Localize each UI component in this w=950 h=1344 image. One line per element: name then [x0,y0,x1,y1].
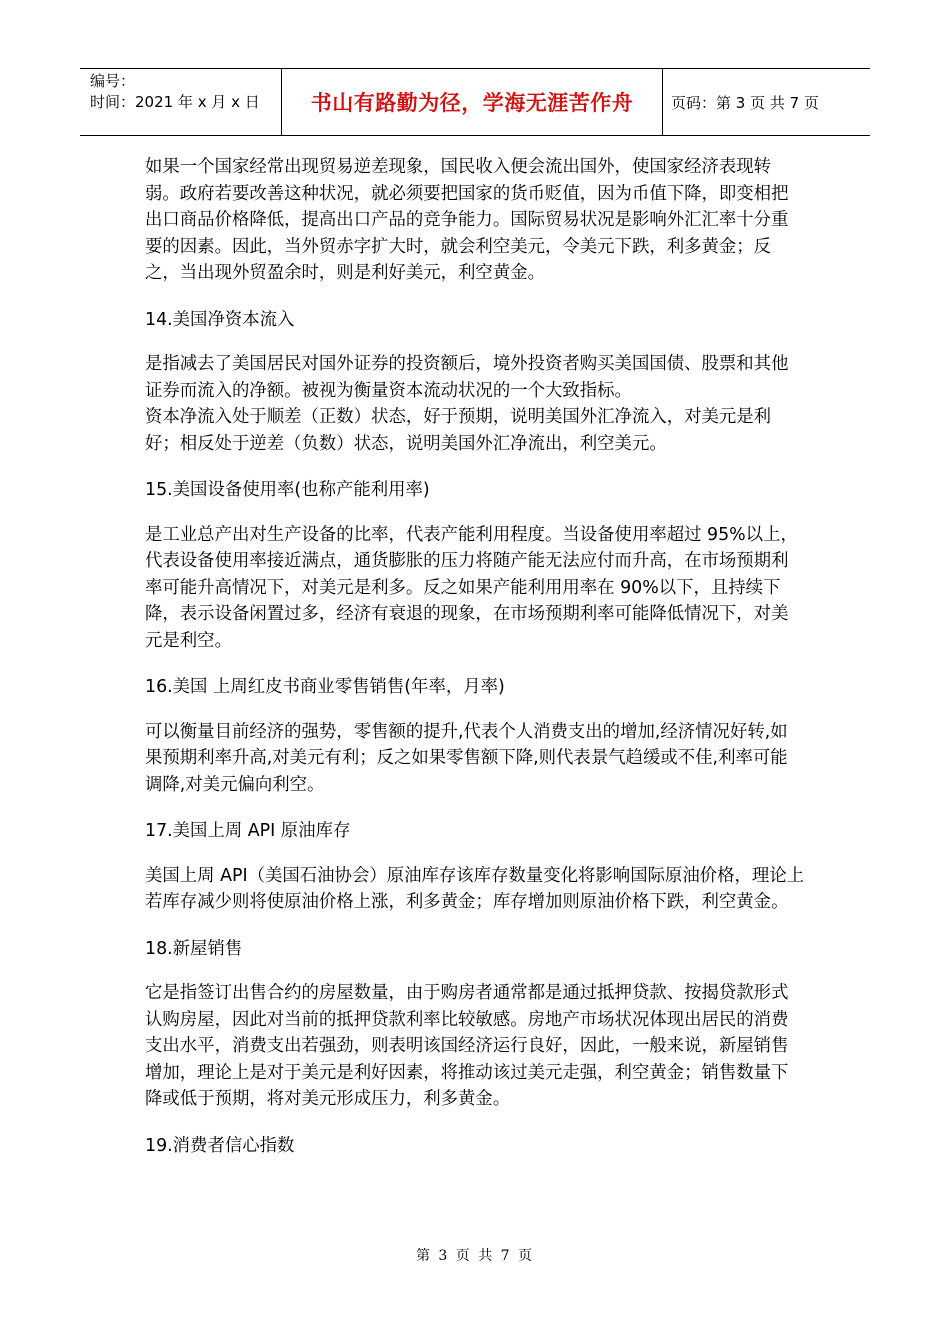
page-footer: 第 3 页 共 7 页 [415,1248,535,1264]
paragraph-trade-balance: 如果一个国家经常出现贸易逆差现象，国民收入便会流出国外，使国家经济表现转弱。政府若要改善这种状况，就必须要把国家的货币贬值，因为币值下降，即变相把出口商品价格降低，提高出口产品的竞争能力。国际贸易状况是影响外汇汇率十分重要的因素。因此，当外贸赤字扩大时，就会利空美元，令美元下跌，利多黄金；反之，当出现外贸盈余时，则是利好美元，利空黄金。 [145,157,789,283]
heading-16: 16.美国 上周红皮书商业零售销售(年率，月率) [145,677,505,697]
paragraph-15: 是工业总产出对生产设备的比率，代表产能利用程度。当设备使用率超过 95%以上，代表设备使用率接近满点，通货膨胀的压力将随产能无法应付而升高，在市场预期利率可能升高情况下，对美元是利多。反之如果产能利用用率在 90%以下，且持续下降，表示设备闲置过多，经济有衰退的现象，在市场预期利率可能降低情况下，对美元是利空。 [145,524,798,651]
date-label: 时间：2021 年 x 月 x 日 [90,93,260,111]
number-label: 编号： [90,72,136,90]
paragraph-17: 美国上周 API（美国石油协会）原油库存该库存数量变化将影响国际原油价格，理论上若库存减少则将使原油价格上涨，利多黄金；库存增加则原油价格下跌，利空黄金。 [145,865,805,912]
heading-19: 19.消费者信心指数 [145,1135,295,1156]
paragraph-14a: 是指减去了美国居民对国外证券的投资额后，境外投资者购买美国国债、股票和其他证券而流入的净额。被视为衡量资本流动状况的一个大致指标。 [145,354,789,401]
header-meta [80,69,282,135]
header-page-label: 页码：第 3 页 共 7 页 [671,93,819,112]
paragraph-18: 它是指签订出售合约的房屋数量，由于购房者通常都是通过抵押贷款、按揭贷款形式认购房屋，因此对当前的抵押贷款利率比较敏感。房地产市场状况体现出居民的消费支出水平，消费支出若强劲，则表明该国经济运行良好，因此，一般来说，新屋销售增加，理论上是对于美元是利好因素，将推动该过美元走强，利空黄金；销售数量下降或低于预期，将对美元形成压力，利多黄金。 [145,983,789,1109]
heading-17: 17.美国上周 API 原油库存 [145,821,351,841]
document-body [145,154,805,1159]
document-header [80,68,870,136]
paragraph-16: 可以衡量目前经济的强势，零售额的提升,代表个人消费支出的增加,经济情况好转,如果预期利率升高,对美元有利；反之如果零售额下降,则代表景气趋缓或不佳,利率可能调降,对美元偏向利空。 [145,721,788,795]
header-motto: 书山有路勤为径，学海无涯苦作舟 [282,69,663,135]
heading-15: 15.美国设备使用率(也称产能利用率) [145,480,430,500]
heading-18: 18.新屋销售 [145,938,243,959]
paragraph-14b: 资本净流入处于顺差（正数）状态，好于预期，说明美国外汇净流入，对美元是利好；相反处于逆差（负数）状态，说明美国外汇净流出，利空美元。 [145,407,772,454]
heading-14: 14.美国净资本流入 [145,309,295,330]
